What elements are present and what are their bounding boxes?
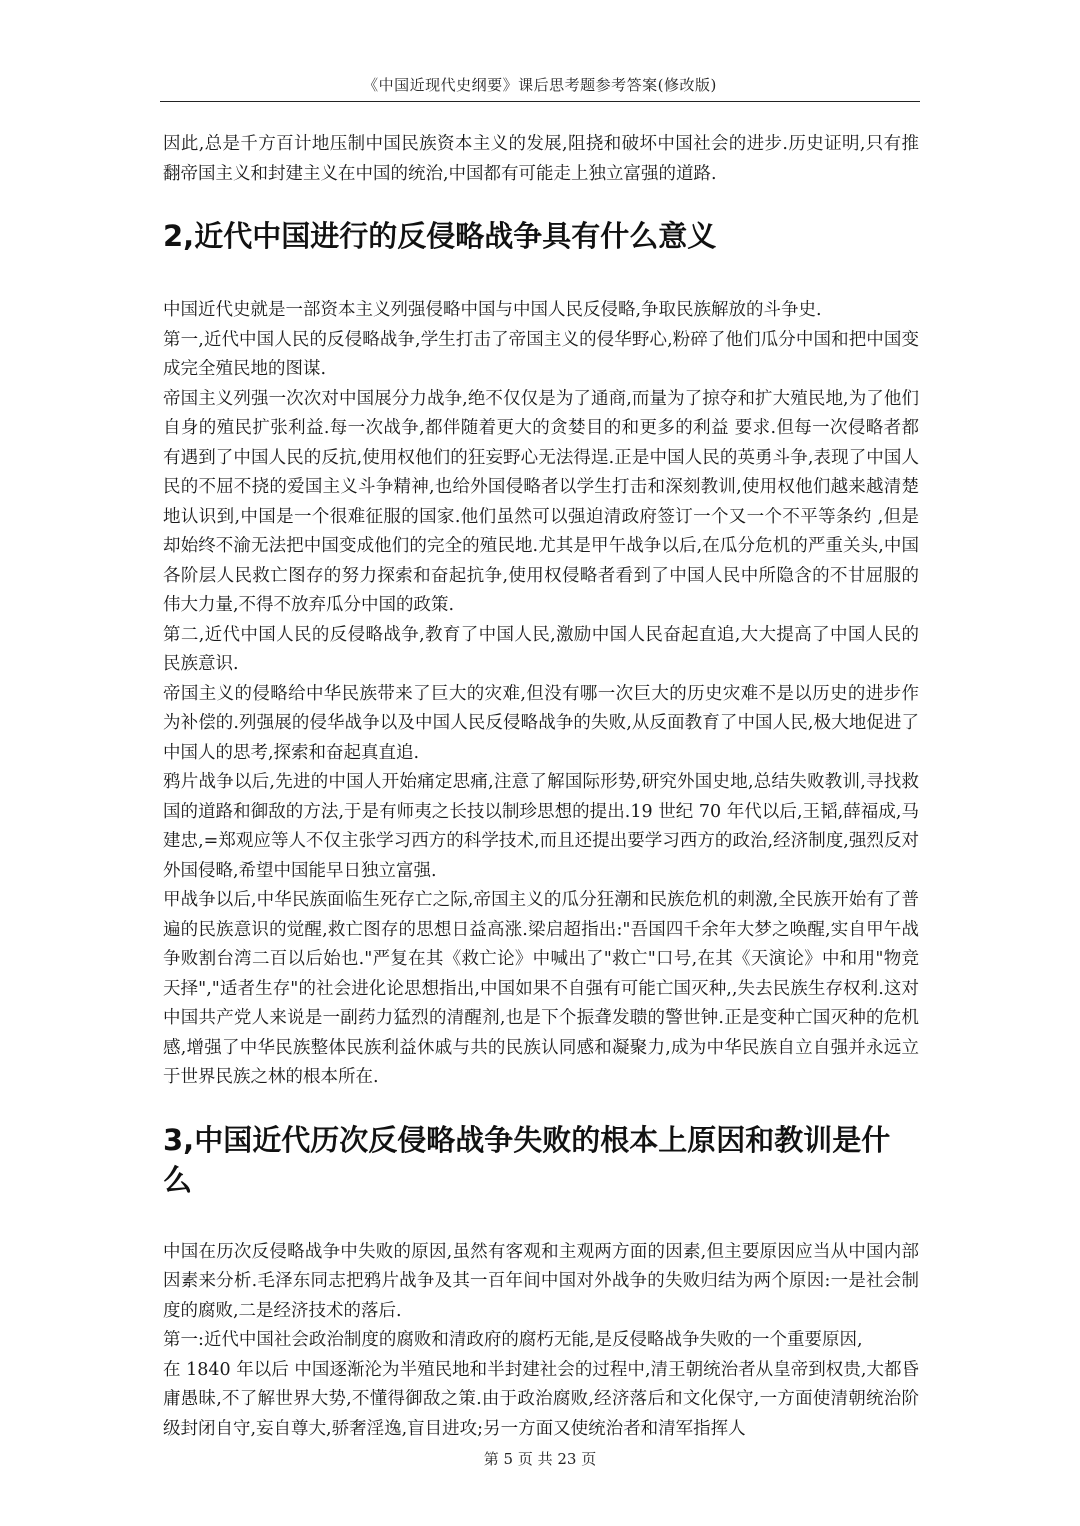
section-3-paragraph: 第一:近代中国社会政治制度的腐败和清政府的腐朽无能,是反侵略战争失败的一个重要原因, [163, 1330, 863, 1350]
page-number-footer: 第 5 页 共 23 页 [483, 1450, 597, 1468]
section-2-paragraph: 帝国主义的侵略给中华民族带来了巨大的灾难,但没有哪一次巨大的历史灾难不是以历史的进步作为补偿的.列强展的侵华战争以及中国人民反侵略战争的失败,从反面教育了中国人民,极大地促进了中国人的思考,探索和奋起真直追. [163, 683, 919, 763]
section-2-paragraph: 帝国主义列强一次次对中国展分力战争,绝不仅仅是为了通商,而量为了掠夺和扩大殖民地,为了他们自身的殖民扩张利益.每一次战争,都伴随着更大的贪婪目的和更多的利益 要求.但每一次侵略者都有遇到了中国人民的反抗,使用权他们的狂妄野心无法得逞.正是中国人民的英勇斗争,表现了中国人民的不屈不挠的爱国主义斗争精神,也给外国侵略者以学生打击和深刻教训,使用权他们越来越清楚地认识到,中国是一个很难征服的国家.他们虽然可以强迫清政府签订一个又一个不平等条约 ,但是却始终不渝无法把中国变成他们的完全的殖民地.尤其是甲午战争以后,在瓜分危机的严重关头,中国各阶层人民救亡图存的努力探索和奋起抗争,使用权侵略者看到了中国人民中所隐含的不甘屈服的伟大力量,不得不放弃瓜分中国的政策. [163, 388, 919, 615]
section-2-heading: 2,近代中国进行的反侵略战争具有什么意义 [163, 219, 717, 253]
section-3-paragraph: 在 1840 年以后 中国逐渐沦为半殖民地和半封建社会的过程中,清王朝统治者从皇帝到权贵,大都昏庸愚昧,不了解世界大势,不懂得御敌之策.由于政治腐败,经济落后和文化保守,一方面使清朝统治阶级封闭自守,妄自尊大,骄奢淫逸,盲目进攻;另一方面又使统治者和清军指挥人 [163, 1359, 919, 1439]
section-3-heading: 3,中国近代历次反侵略战争失败的根本上原因和教训是什么 [163, 1122, 891, 1197]
section-2-paragraph: 第二,近代中国人民的反侵略战争,教育了中国人民,激励中国人民奋起直追,大大提高了中国人民的民族意识. [163, 624, 919, 674]
intro-paragraph: 因此,总是千方百计地压制中国民族资本主义的发展,阻挠和破坏中国社会的进步.历史证明,只有推翻帝国主义和封建主义在中国的统治,中国都有可能走上独立富强的道路. [163, 134, 919, 184]
page-body [163, 130, 919, 1444]
section-2-paragraph: 中国近代史就是一部资本主义列强侵略中国与中国人民反侵略,争取民族解放的斗争史. [163, 300, 822, 320]
section-2-paragraph: 鸦片战争以后,先进的中国人开始痛定思痛,注意了解国际形势,研究外国史地,总结失败教训,寻找救国的道路和御敌的方法,于是有师夷之长技以制珍思想的提出.19 世纪 70 年代以后,王韬,薛福成,马建忠,=郑观应等人不仅主张学习西方的科学技术,而且还提出要学习西方的政治,经济制度,强烈反对外国侵略,希望中国能早日独立富强. [163, 772, 919, 881]
header-divider [160, 101, 920, 102]
page-header-title: 《中国近现代史纲要》课后思考题参考答案(修改版) [363, 76, 717, 94]
section-2-paragraph: 第一,近代中国人民的反侵略战争,学生打击了帝国主义的侵华野心,粉碎了他们瓜分中国和把中国变成完全殖民地的图谋. [163, 329, 919, 379]
section-3-paragraph: 中国在历次反侵略战争中失败的原因,虽然有客观和主观两方面的因素,但主要原因应当从中国内部因素来分析.毛泽东同志把鸦片战争及其一百年间中国对外战争的失败归结为两个原因:一是社会制度的腐败,二是经济技术的落后. [163, 1241, 919, 1321]
section-2-paragraph: 甲战争以后,中华民族面临生死存亡之际,帝国主义的瓜分狂潮和民族危机的刺激,全民族开始有了普遍的民族意识的觉醒,救亡图存的思想日益高涨.梁启超指出:"吾国四千余年大梦之唤醒,实自甲午战争败割台湾二百以后始也."严复在其《救亡论》中喊出了"救亡"口号,在其《天演论》中和用"物竞天择","适者生存"的社会进化论思想指出,中国如果不自强有可能亡国灭种,,失去民族生存权利.这对中国共产党人来说是一副药力猛烈的清醒剂,也是下个振聋发聩的警世钟.正是变种亡国灭种的危机感,增强了中华民族整体民族利益休戚与共的民族认同感和凝聚力,成为中华民族自立自强并永远立于世界民族之林的根本所在. [163, 890, 919, 1087]
